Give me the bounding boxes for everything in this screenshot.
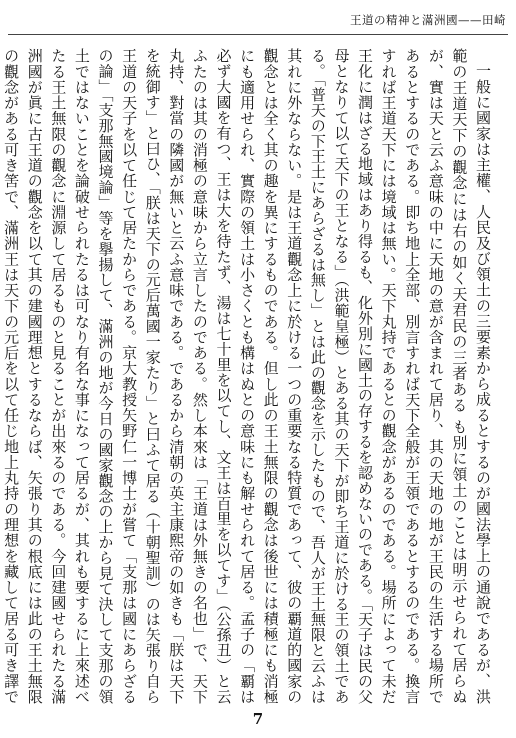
page-number: 7 [252, 710, 264, 728]
body-text-block [2, 48, 494, 704]
running-head: 王道の精神と滿洲國——田崎 [350, 13, 506, 27]
header-divider [8, 34, 508, 35]
body-paragraph: 一般に國家は主權、人民及び領土の三要素から成るとするのが國法學上の通說であるが、洪範の王道天下の觀念には右の如く天君民の三者ある も別に領土のことは明示せられて居らぬが、實は天と云ふ意味の中に天地の意が含まれて居り、其の天地の地が王民の生活する場所であるとするのである。即ち地上全部、別言すれば天下全般が王領であるとするのである。換言すれば王道天下には境域は無い。天下丸持であるとの觀念があるのである。場所によって未だ王化に潤はざる地域はあり得るも、化外別に國土の存するを認めないのである。「天子は民の父母となりて以て天下の王となる」（洪範皇極）とある其の天下が即ち王道に於ける王の領土である。「普天の下王土にあらざるは無し」とは此の觀念を示したもので、吾人が王土無限と云ふは其れに外ならない。是は王道觀念上に於ける一つの重要なる特質であって、彼の覇道的國家の觀念とは全く其の趣を異にするものである。但し此の王土無限の觀念は後世には積極にも消極にも適用せられ、實際の領土は小さくとも構はぬとの意味にも解せられて居る。孟子の「覇は必ず大國を有つ、王は大を待たず、湯は七十里を以てし、文王は百里を以てす」（公孫丑）と云ふたのは其の消極の意味から立言したのである。然し本來は「王道は外無きの名也」で、天下丸持、對當の隣國が無いと云ふ意味である。であるから清朝の英主康熙帝の如きも「朕は天下を統御す」と曰ひ、「朕は天下の元后萬國一家たり」と曰ふて居る（十朝聖訓）のは矢張り自ら王道の天子を以て任じて居たからである。京大教授矢野仁一博士が嘗て「支那は國にあらざるの論」「支那無國境論」等を擧揚して、滿洲の地が今日の國家觀念の上から見て決して支那の領土ではないことを論破せられたるは可なり有名な事になって居るが、其れも要するに上來述べたる王土無限の觀念に淵源して居るものと見ることが出來るのである。今回建國せられたる滿洲國が眞に古王道の觀念を以て其の建國理想とするならば、矢張り其の根底には此の王土無限の觀念がある可き筈で、滿洲王は天下の元后を以て任じ地上丸持の理想を藏して居る可き譯で [2, 48, 492, 704]
